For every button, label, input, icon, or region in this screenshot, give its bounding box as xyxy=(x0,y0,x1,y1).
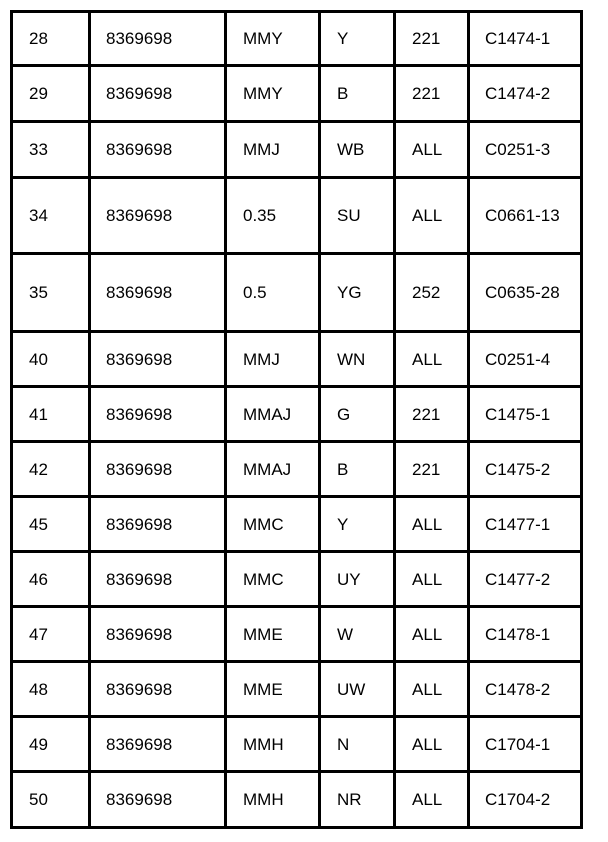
cell-color: G xyxy=(320,387,395,442)
cell-ref: C1474-2 xyxy=(469,66,582,122)
cell-no: 28 xyxy=(12,12,90,66)
cell-model: MMH xyxy=(226,772,320,828)
cell-qty: 252 xyxy=(395,254,469,332)
cell-qty: ALL xyxy=(395,772,469,828)
cell-qty: ALL xyxy=(395,717,469,772)
cell-ref: C1475-1 xyxy=(469,387,582,442)
cell-ref: C1474-1 xyxy=(469,12,582,66)
cell-no: 33 xyxy=(12,122,90,178)
cell-model: MMJ xyxy=(226,332,320,387)
table-row xyxy=(12,442,582,497)
cell-id: 8369698 xyxy=(90,607,226,662)
table-row xyxy=(12,607,582,662)
cell-color: YG xyxy=(320,254,395,332)
cell-ref: C0635-28 xyxy=(469,254,582,332)
cell-ref: C1478-1 xyxy=(469,607,582,662)
cell-model: MMAJ xyxy=(226,442,320,497)
cell-id: 8369698 xyxy=(90,497,226,552)
cell-color: Y xyxy=(320,497,395,552)
cell-model: MMY xyxy=(226,66,320,122)
cell-no: 47 xyxy=(12,607,90,662)
cell-ref: C1477-1 xyxy=(469,497,582,552)
cell-model: MME xyxy=(226,607,320,662)
table-row xyxy=(12,497,582,552)
table-row xyxy=(12,254,582,332)
cell-id: 8369698 xyxy=(90,66,226,122)
table-row xyxy=(12,552,582,607)
cell-model: MMJ xyxy=(226,122,320,178)
cell-color: WN xyxy=(320,332,395,387)
cell-no: 34 xyxy=(12,178,90,254)
cell-color: SU xyxy=(320,178,395,254)
table-row xyxy=(12,772,582,828)
cell-color: W xyxy=(320,607,395,662)
cell-color: WB xyxy=(320,122,395,178)
cell-color: B xyxy=(320,66,395,122)
cell-qty: ALL xyxy=(395,662,469,717)
table-body xyxy=(12,12,582,828)
cell-ref: C0251-3 xyxy=(469,122,582,178)
cell-no: 35 xyxy=(12,254,90,332)
parts-table-container xyxy=(10,10,580,829)
cell-model: MMC xyxy=(226,497,320,552)
cell-ref: C0661-13 xyxy=(469,178,582,254)
cell-id: 8369698 xyxy=(90,254,226,332)
cell-id: 8369698 xyxy=(90,442,226,497)
cell-ref: C1704-1 xyxy=(469,717,582,772)
cell-color: Y xyxy=(320,12,395,66)
cell-qty: 221 xyxy=(395,12,469,66)
cell-no: 48 xyxy=(12,662,90,717)
cell-ref: C0251-4 xyxy=(469,332,582,387)
cell-ref: C1704-2 xyxy=(469,772,582,828)
cell-no: 45 xyxy=(12,497,90,552)
cell-color: NR xyxy=(320,772,395,828)
cell-ref: C1478-2 xyxy=(469,662,582,717)
cell-no: 50 xyxy=(12,772,90,828)
table-row xyxy=(12,66,582,122)
cell-no: 29 xyxy=(12,66,90,122)
cell-id: 8369698 xyxy=(90,772,226,828)
cell-id: 8369698 xyxy=(90,717,226,772)
table-row xyxy=(12,12,582,66)
cell-model: MMY xyxy=(226,12,320,66)
cell-model: MMAJ xyxy=(226,387,320,442)
cell-qty: ALL xyxy=(395,178,469,254)
cell-qty: ALL xyxy=(395,497,469,552)
cell-id: 8369698 xyxy=(90,178,226,254)
table-row xyxy=(12,122,582,178)
cell-color: N xyxy=(320,717,395,772)
cell-id: 8369698 xyxy=(90,12,226,66)
cell-id: 8369698 xyxy=(90,387,226,442)
cell-ref: C1477-2 xyxy=(469,552,582,607)
table-row xyxy=(12,387,582,442)
cell-model: MME xyxy=(226,662,320,717)
cell-model: 0.35 xyxy=(226,178,320,254)
cell-color: B xyxy=(320,442,395,497)
cell-id: 8369698 xyxy=(90,122,226,178)
cell-qty: 221 xyxy=(395,442,469,497)
cell-ref: C1475-2 xyxy=(469,442,582,497)
cell-qty: 221 xyxy=(395,66,469,122)
cell-color: UY xyxy=(320,552,395,607)
cell-id: 8369698 xyxy=(90,662,226,717)
cell-qty: 221 xyxy=(395,387,469,442)
cell-id: 8369698 xyxy=(90,552,226,607)
table-row xyxy=(12,332,582,387)
cell-model: 0.5 xyxy=(226,254,320,332)
cell-qty: ALL xyxy=(395,332,469,387)
cell-color: UW xyxy=(320,662,395,717)
cell-no: 46 xyxy=(12,552,90,607)
cell-qty: ALL xyxy=(395,122,469,178)
table-row xyxy=(12,178,582,254)
cell-qty: ALL xyxy=(395,552,469,607)
cell-no: 42 xyxy=(12,442,90,497)
cell-no: 49 xyxy=(12,717,90,772)
table-row xyxy=(12,717,582,772)
parts-table xyxy=(10,10,583,829)
cell-model: MMC xyxy=(226,552,320,607)
cell-id: 8369698 xyxy=(90,332,226,387)
cell-no: 40 xyxy=(12,332,90,387)
cell-no: 41 xyxy=(12,387,90,442)
cell-model: MMH xyxy=(226,717,320,772)
table-row xyxy=(12,662,582,717)
cell-qty: ALL xyxy=(395,607,469,662)
